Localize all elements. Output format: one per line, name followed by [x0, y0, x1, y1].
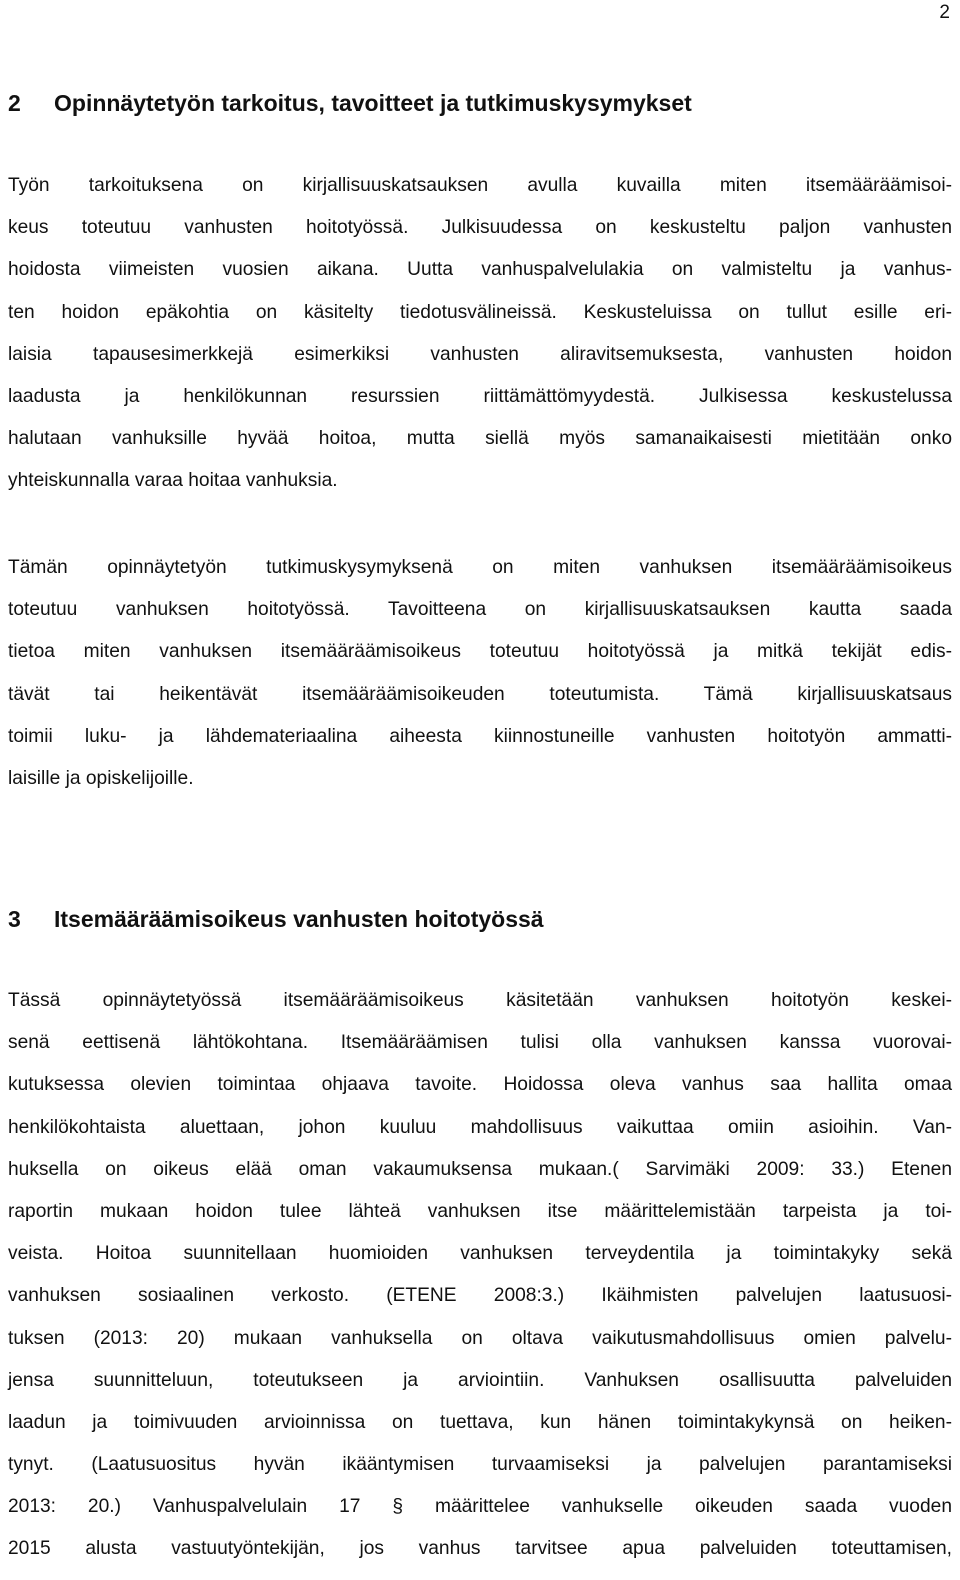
paragraph-line: laadusta ja henkilökunnan resurssien riittämättömyydestä. Julkisessa keskustelussa: [8, 385, 952, 407]
section-number: 2: [8, 90, 21, 116]
paragraph-line: yhteiskunnalla varaa hoitaa vanhuksia.: [8, 470, 338, 492]
paragraph-line: Tämän opinnäytetyön tutkimuskysymyksenä on miten vanhuksen itsemääräämisoikeus: [8, 557, 952, 578]
paragraph-line: veista. Hoitoa suunnitellaan huomioiden vanhuksen terveydentila ja toimintakyky sekä: [8, 1243, 952, 1265]
paragraph-line: 2015 alusta vastuutyöntekijän, jos vanhus tarvitsee apua palveluiden toteuttamisen,: [8, 1538, 952, 1560]
section-number: 3: [8, 906, 21, 932]
paragraph-line: vanhuksen sosiaalinen verkosto. (ETENE 2008:3.) Ikäihmisten palvelujen laatusuosi-: [8, 1285, 952, 1307]
paragraph-line: huksella on oikeus elää oman vakaumuksensa mukaan.( Sarvimäki 2009: 33.) Etenen: [8, 1158, 952, 1180]
paragraph-line: keus toteutuu vanhusten hoitotyössä. Julkisuudessa on keskusteltu paljon vanhusten: [8, 217, 952, 239]
paragraph-line: Työn tarkoituksena on kirjallisuuskatsauksen avulla kuvailla miten itsemääräämisoi-: [8, 175, 952, 196]
section-title: Opinnäytetyön tarkoitus, tavoitteet ja tutkimuskysymykset: [54, 90, 692, 116]
paragraph-line: raportin mukaan hoidon tulee lähteä vanhuksen itse määrittelemistään tarpeista ja toi-: [8, 1200, 952, 1222]
paragraph-line: ten hoidon epäkohtia on käsitelty tiedotusvälineissä. Keskusteluissa on tullut esille eri-: [8, 301, 952, 323]
paragraph-line: jensa suunnitteluun, toteutukseen ja arviointiin. Vanhuksen osallisuutta palveluiden: [8, 1369, 952, 1391]
page-number: 2: [939, 2, 950, 23]
section-heading-3: [8, 904, 544, 934]
paragraph-purpose: [8, 170, 952, 508]
paragraph-line: toimii luku- ja lähdemateriaalina aiheesta kiinnostuneille vanhusten hoitotyön ammatti-: [8, 725, 952, 747]
section-heading-2: [8, 88, 692, 118]
paragraph-line: hoidosta viimeisten vuosien aikana. Uutta vanhuspalvelulakia on valmisteltu ja vanhus-: [8, 259, 952, 281]
paragraph-line: 2013: 20.) Vanhuspalvelulain 17 § määrittelee vanhukselle oikeuden saada vuoden: [8, 1496, 952, 1518]
paragraph-line: Tässä opinnäytetyössä itsemääräämisoikeus käsitetään vanhuksen hoitotyön keskei-: [8, 990, 952, 1011]
paragraph-line: laisia tapausesimerkkejä esimerkiksi vanhusten aliravitsemuksesta, vanhusten hoidon: [8, 343, 952, 365]
paragraph-self-determination: [8, 985, 952, 1576]
paragraph-line: laisille ja opiskelijoille.: [8, 767, 194, 789]
paragraph-line: tuksen (2013: 20) mukaan vanhuksella on oltava vaikutusmahdollisuus omien palvelu-: [8, 1327, 952, 1349]
paragraph-line: henkilökohtaista aluettaan, johon kuuluu mahdollisuus vaikuttaa omiin asioihin. Van-: [8, 1116, 952, 1138]
paragraph-line: laadun ja toimivuuden arvioinnissa on tuettava, kun hänen toimintakykynsä on heiken-: [8, 1411, 952, 1433]
paragraph-line: halutaan vanhuksille hyvää hoitoa, mutta siellä myös samanaikaisesti mietitään onko: [8, 428, 952, 450]
section-title: Itsemääräämisoikeus vanhusten hoitotyössä: [54, 906, 544, 932]
paragraph-line: tietoa miten vanhuksen itsemääräämisoikeus toteutuu hoitotyössä ja mitkä tekijät edis-: [8, 641, 952, 663]
paragraph-line: kutuksessa olevien toimintaa ohjaava tavoite. Hoidossa oleva vanhus saa hallita omaa: [8, 1074, 952, 1096]
paragraph-line: senä eettisenä lähtökohtana. Itsemääräämisen tulisi olla vanhuksen kanssa vuorovai-: [8, 1032, 952, 1054]
paragraph-research-question: [8, 552, 952, 805]
paragraph-line: tynyt. (Laatusuositus hyvän ikääntymisen turvaamiseksi ja palvelujen parantamiseksi: [8, 1454, 952, 1476]
paragraph-line: toteutuu vanhuksen hoitotyössä. Tavoitteena on kirjallisuuskatsauksen kautta saada: [8, 599, 952, 621]
paragraph-line: tävät tai heikentävät itsemääräämisoikeuden toteutumista. Tämä kirjallisuuskatsaus: [8, 683, 952, 705]
